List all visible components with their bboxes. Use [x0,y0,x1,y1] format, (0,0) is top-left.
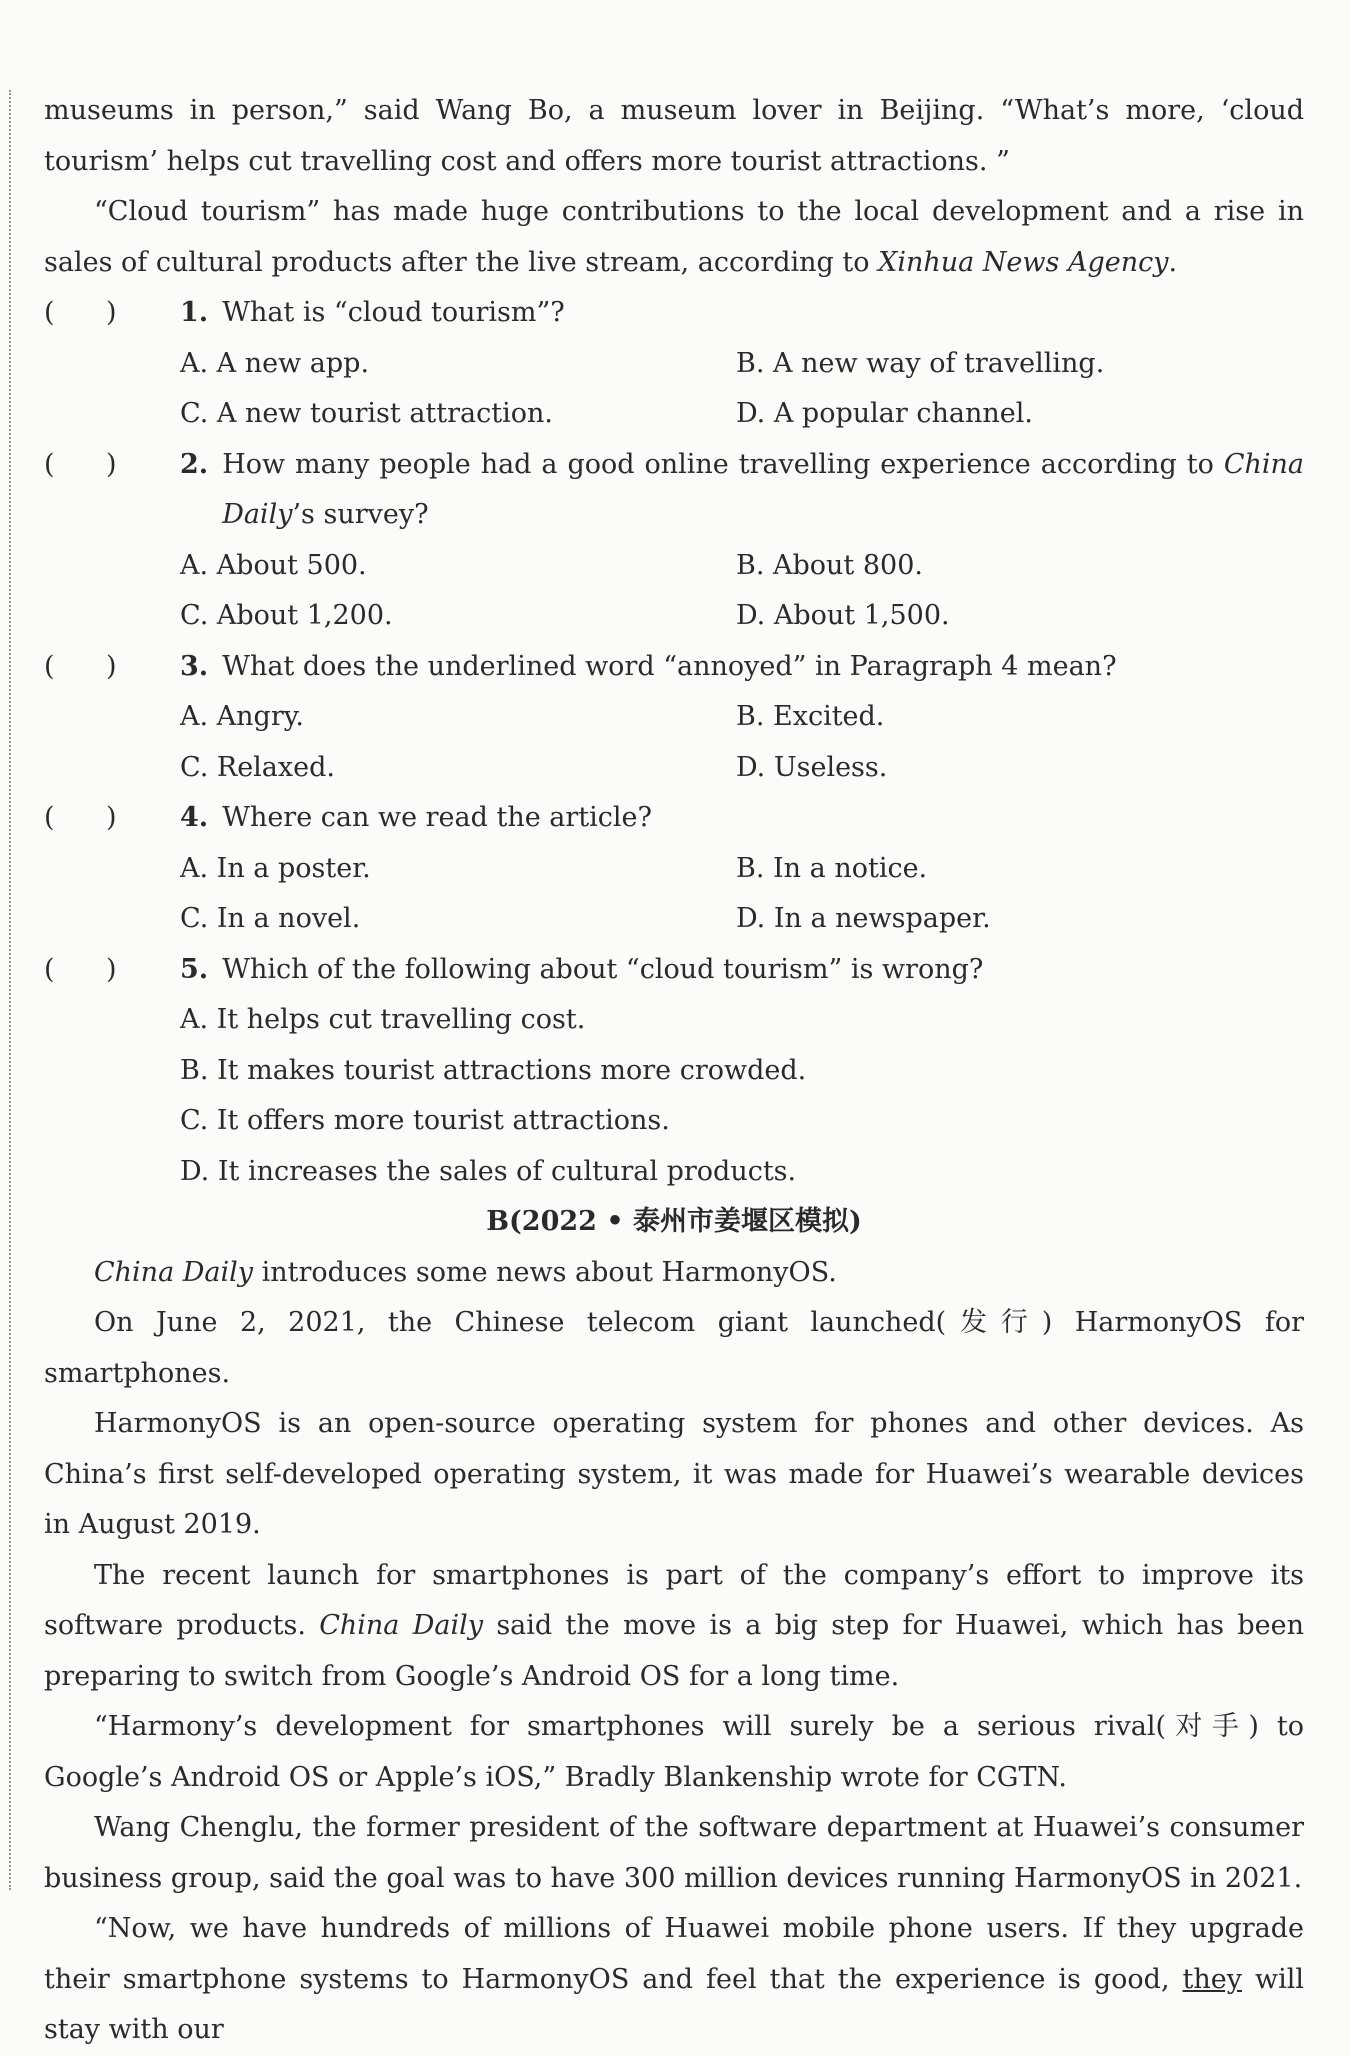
passage-a-paragraph: “Cloud tourism” has made huge contributions to the local development and a rise in sales of cultural products after the live stream, according to Xinhua News Agency. [44,196,1304,278]
option[interactable]: D. It increases the sales of cultural products. [180,1155,797,1187]
section-b-paragraph: HarmonyOS is an open-source operating system for phones and other devices. As China’s first self-developed operating system, it was made for Huawei’s wearable devices in August 2019. [44,1408,1304,1540]
option[interactable]: B. In a notice. [736,852,928,884]
question-text: Where can we read the article? [222,802,652,833]
option[interactable]: B. It makes tourist attractions more crowded. [180,1054,807,1086]
options-q2 [180,541,1304,642]
options-q5 [180,995,1304,1197]
question-4 [44,793,1304,844]
question-number: 2. [180,448,209,480]
option[interactable]: B. Excited. [736,701,885,732]
question-number: 3. [180,650,209,682]
section-b-title: B(2022 • 泰州市姜堰区模拟) [486,1206,862,1237]
question-number: 4. [180,802,209,833]
question-5 [44,945,1304,996]
option[interactable]: C. About 1,200. [180,600,393,631]
option[interactable]: D. Useless. [736,751,888,783]
answer-blank[interactable]: ( ) [44,297,117,328]
option[interactable]: D. A popular channel. [736,398,1033,429]
option[interactable]: A. A new app. [180,347,370,379]
section-b-paragraph: “Now, we have hundreds of millions of Huawei mobile phone users. If they upgrade their smartphone systems to HarmonyOS and feel that the experience is good, they will stay with our [44,1913,1304,2045]
section-b-paragraph: “Harmony’s development for smartphones will surely be a serious rival(对手) to Google’s Android OS or Apple’s iOS,” Bradly Blankenship wrote for CGTN. [44,1711,1304,1793]
options-q1 [180,339,1304,440]
option[interactable]: A. It helps cut travelling cost. [180,1004,586,1035]
section-b-paragraph: Wang Chenglu, the former president of the software department at Huawei’s consumer business group, said the goal was to have 300 million devices running HarmonyOS in 2021. [44,1812,1304,1894]
question-1 [44,288,1304,339]
answer-blank[interactable]: ( ) [44,448,117,480]
option[interactable]: B. About 800. [736,549,923,581]
option[interactable]: C. Relaxed. [180,751,335,783]
answer-blank[interactable]: ( ) [44,802,117,833]
underlined-word: they [1182,1963,1242,1995]
section-b-paragraph: The recent launch for smartphones is part of the company’s effort to improve its software products. China Daily said the move is a big step for Huawei, which has been preparing to switch from Google’s Android OS for a long time. [44,1559,1304,1692]
answer-blank[interactable]: ( ) [44,953,117,985]
question-text: Which of the following about “cloud tourism” is wrong? [222,953,984,985]
question-2 [44,440,1304,541]
page-content [44,86,1304,2056]
question-text: What does the underlined word “annoyed” in Paragraph 4 mean? [222,650,1117,682]
option[interactable]: A. Angry. [180,701,304,732]
question-number: 5. [180,953,209,985]
question-3 [44,642,1304,693]
question-text: What is “cloud tourism”? [222,297,565,328]
option[interactable]: C. In a novel. [180,903,361,934]
passage-a-paragraph: museums in person,” said Wang Bo, a museum lover in Beijing. “What’s more, ‘cloud tourism’ helps cut travelling cost and offers more tourist attractions. ” [44,95,1304,177]
section-b-intro: China Daily introduces some news about HarmonyOS. [94,1256,837,1288]
option[interactable]: C. A new tourist attraction. [180,398,553,429]
option[interactable]: D. About 1,500. [736,600,950,631]
question-number: 1. [180,297,209,328]
answer-blank[interactable]: ( ) [44,650,117,682]
option[interactable]: B. A new way of travelling. [736,347,1105,379]
option[interactable]: A. In a poster. [180,852,371,884]
options-q3 [180,692,1304,793]
question-text: How many people had a good online travelling experience according to China Daily’s survey? [222,448,1304,530]
section-b-paragraph: On June 2, 2021, the Chinese telecom giant launched(发行) HarmonyOS for smartphones. [44,1307,1304,1389]
options-q4 [180,844,1304,945]
option[interactable]: D. In a newspaper. [736,903,991,934]
option[interactable]: A. About 500. [180,549,367,581]
binding-margin-line [9,90,11,1890]
option[interactable]: C. It offers more tourist attractions. [180,1105,670,1136]
